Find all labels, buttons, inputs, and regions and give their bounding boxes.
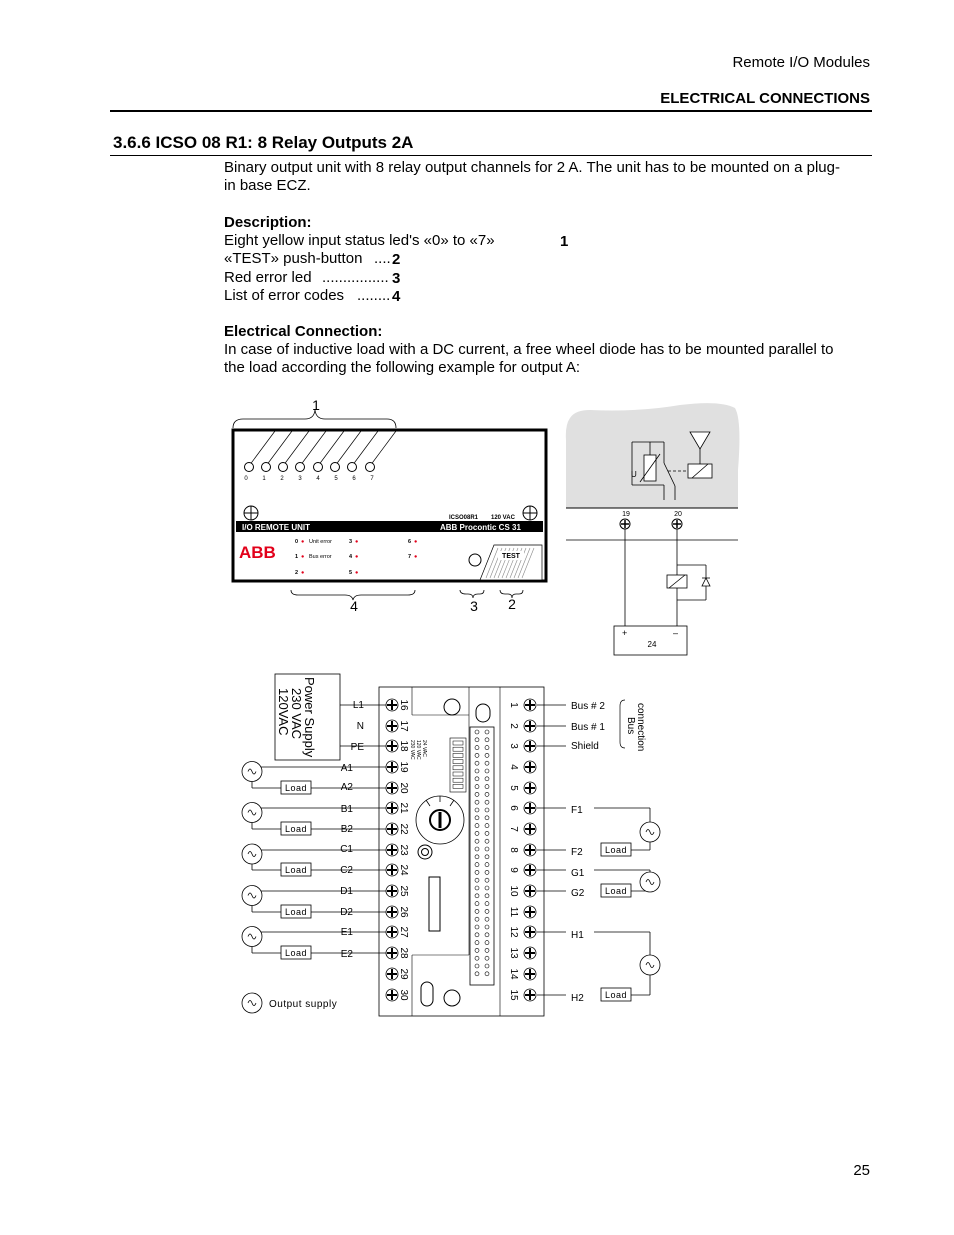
selector-label: 230 VAC [409,740,415,760]
dip-switch [453,760,463,764]
led-number: 0 [244,476,248,482]
connector-pin [475,855,479,859]
connector-pin [475,730,479,734]
terminal-screw-icon [524,740,536,752]
power-supply-line: Power Supply [302,677,317,758]
terminal-signal-label: N [356,721,364,732]
connector-pin [475,909,479,913]
terminal-signal-label: PE [350,742,364,753]
dip-switch [453,778,463,782]
terminal-screw-icon [386,761,398,773]
callout-number: 3 [470,598,478,614]
connector-pin [485,746,489,750]
connector-pin [485,738,489,742]
led-number: 3 [298,476,302,482]
terminal-signal-label: C2 [340,865,353,876]
description-item-number: 3 [392,270,401,287]
terminal-screw-icon [672,519,682,529]
terminal-screw-icon [524,782,536,794]
mounting-screw-icon [244,506,258,520]
load-box [281,946,311,959]
connector-pin [475,886,479,890]
connector-pin [485,870,489,874]
connector-pin [475,785,479,789]
connector-pin [485,917,489,921]
terminal-label: 19 [622,511,630,518]
connector-pin [485,847,489,851]
connector-pin [485,824,489,828]
connector-pin [485,956,489,960]
connector-pin [485,972,489,976]
description-item-number: 2 [392,251,401,268]
terminal-screw-icon [524,864,536,876]
terminal-signal-label: A2 [340,782,353,793]
terminal-number: 24 [398,864,409,876]
led-number: 4 [316,476,320,482]
section-title: 3.6.6 ICSO 08 R1: 8 Relay Outputs 2A [113,133,414,152]
base-hole [444,699,460,715]
callout-brace-1 [233,397,396,428]
terminal-screw-icon [524,823,536,835]
wiring-diagram [242,674,660,1016]
supply-minus: – [673,628,679,638]
mounting-screw-icon [523,506,537,520]
terminal-screw-icon [386,720,398,732]
description-dots: ........ [357,287,391,304]
callout-number: 4 [350,598,358,614]
u-label: U [631,470,637,479]
terminal-number: 28 [398,947,409,959]
terminal-screw-icon [386,864,398,876]
callout-brace-3 [460,590,484,598]
terminal-signal-label: G1 [571,868,585,879]
ac-source-icon [242,927,262,947]
ac-source-icon [242,886,262,906]
power-supply-line: 120VAC [276,688,291,736]
voltage-selector-dial [416,796,464,844]
load-label: Load [284,783,308,793]
connector-pin [485,902,489,906]
terminal-screw-icon [386,823,398,835]
ac-source-icon [640,955,660,975]
ac-source-icon [242,844,262,864]
power-supply-line: 230 VAC [289,688,304,740]
description-item: «TEST» push-button [224,250,363,267]
connector-pin [475,777,479,781]
description-dots: .... [374,250,391,267]
connector-pin [475,831,479,835]
ac-source-icon [242,762,262,782]
load-label: Load [604,990,628,1000]
output-supply-label: Output supply [269,999,338,1010]
terminal-signal-label: E2 [340,949,353,960]
load-label: Load [604,845,628,855]
connector-pin [485,839,489,843]
callout-number: 1 [312,397,320,413]
output-supply-legend [242,993,337,1013]
connector-pin [485,785,489,789]
connector-pin [475,746,479,750]
terminal-signal-label: L1 [352,700,364,711]
load-label: Load [284,865,308,875]
status-led [348,463,357,472]
load-box [601,988,631,1001]
ac-source-icon [640,822,660,842]
status-led [245,463,254,472]
terminal-number: 12 [508,926,519,938]
error-code: 6 [408,539,412,545]
status-led [366,463,375,472]
connector-pin [475,847,479,851]
bus-connection-label: Bus [625,717,636,735]
free-wheel-diode-icon [702,578,710,586]
base-hole [444,990,460,1006]
dip-switch [453,741,463,745]
connector-pin [475,824,479,828]
intro-line-2: in base ECZ. [224,177,311,194]
error-code-text: Bus error [309,554,332,560]
connector-pin [475,800,479,804]
connector-pin [485,753,489,757]
connector-pin [485,894,489,898]
connector-pin [475,964,479,968]
connector-pin [475,792,479,796]
terminal-number: 29 [398,968,409,980]
connector-pin [485,863,489,867]
terminal-screw-icon [524,802,536,814]
connector-pin [485,909,489,913]
left-signal-labels [340,700,364,960]
connector-pin [475,948,479,952]
selector-label: 120 VAC [415,740,421,760]
terminal-number: 14 [508,968,519,980]
unit-label: I/O REMOTE UNIT [242,523,310,532]
connector-pin [475,925,479,929]
load-label: Load [284,948,308,958]
svg-text:●: ● [301,539,305,545]
connector-pin [485,925,489,929]
terminal-signal-label: G2 [571,888,585,899]
terminal-screw-icon [386,968,398,980]
electrical-heading: Electrical Connection: [224,323,383,340]
terminal-screw-icon [386,802,398,814]
error-code: 4 [349,554,353,560]
load-box [281,822,311,835]
led-number: 5 [334,476,338,482]
terminal-number: 25 [398,885,409,897]
base-slot [429,877,440,931]
supply-plus: + [622,628,628,638]
terminal-screw-icon [524,926,536,938]
description-item-number: 1 [560,233,569,250]
terminal-signal-label: D2 [340,907,353,918]
terminal-signal-label: B2 [340,824,353,835]
test-label: TEST [502,553,520,560]
led-number: 7 [370,476,374,482]
connector-pin [475,769,479,773]
connector-pin [475,816,479,820]
connector-pin [485,769,489,773]
terminal-number: 5 [508,785,519,791]
description-item: Eight yellow input status led's «0» to «7» [224,232,495,249]
abb-logo-text: ABB [239,543,276,562]
terminal-number: 17 [398,720,409,732]
connector-pin [475,761,479,765]
terminal-signal-label: F2 [571,847,583,858]
terminal-screw-icon [524,906,536,918]
ac-source-icon [640,872,660,892]
bus-connection-label: connection [635,703,646,752]
terminal-number: 10 [508,885,519,897]
load-box [281,863,311,876]
load-box [281,781,311,794]
terminal-screw-icon [386,989,398,1001]
error-code: 1 [295,554,299,560]
running-header-title: Remote I/O Modules [732,54,870,71]
terminal-screw-icon [386,699,398,711]
terminal-screw-icon [386,926,398,938]
led-number: 2 [280,476,284,482]
terminal-screw-icon [524,968,536,980]
left-load-circuits [242,762,386,960]
led-number: 6 [352,476,356,482]
terminal-signal-label: Shield [571,741,599,752]
abb-logo [239,543,276,562]
terminal-screw-icon [524,699,536,711]
description-heading: Description: [224,214,312,231]
terminal-signal-label: D1 [340,886,353,897]
electrical-line-2: the load according the following example for output A: [224,359,581,376]
terminal-screw-icon [386,947,398,959]
connector-pin [485,933,489,937]
terminal-screw-icon [524,761,536,773]
svg-text:●: ● [355,539,359,545]
electrical-line-1: In case of inductive load with a DC current, a free wheel diode has to be mounted parallel to [224,341,834,358]
terminal-number: 21 [398,802,409,814]
brand-line: ABB Procontic CS 31 [440,523,521,532]
connector-pin [485,878,489,882]
svg-text:●: ● [301,554,305,560]
terminal-number: 18 [398,740,409,752]
error-code: 0 [295,539,299,545]
svg-text:●: ● [355,570,359,576]
error-code: 3 [349,539,353,545]
description-item: Red error led [224,269,312,286]
load-box [601,843,631,856]
status-led [296,463,305,472]
terminal-number: 23 [398,844,409,856]
description-item: List of error codes [224,287,345,304]
connector-pin [475,917,479,921]
terminal-signal-label: H1 [571,930,584,941]
terminal-screw-icon [386,844,398,856]
connector-pin [485,816,489,820]
ac-source-icon [242,803,262,823]
connector-pin [485,800,489,804]
connector-pin [485,831,489,835]
connector-pin [475,870,479,874]
connector-strip [470,727,494,985]
terminal-number: 4 [508,764,519,770]
error-code: 7 [408,554,412,560]
terminal-screw-icon [386,782,398,794]
voltage-label: 120 VAC [491,515,515,521]
svg-text:●: ● [414,554,418,560]
terminal-number: 22 [398,823,409,835]
description-item-number: 4 [392,288,401,305]
terminal-number: 27 [398,926,409,938]
right-load-circuits [537,808,660,1001]
error-code-text: Unit error [309,539,332,545]
status-led [331,463,340,472]
dip-switch [453,772,463,776]
model-label: ICSO08R1 [449,515,479,521]
dip-switch [453,766,463,770]
connector-pin [485,730,489,734]
circuit-diagram [566,403,740,655]
connector-pin [475,808,479,812]
terminal-screw-icon [620,519,630,529]
connector-pin [475,902,479,906]
terminal-number: 20 [398,782,409,794]
terminal-signal-label: F1 [571,805,583,816]
base-slot [476,704,490,722]
load-label: Load [284,824,308,834]
connector-pin [485,964,489,968]
connector-pin [475,894,479,898]
terminal-screw-icon [386,906,398,918]
dip-switch-block [450,738,466,792]
connector-pin [485,941,489,945]
connector-pin [475,753,479,757]
terminal-screw-icon [386,885,398,897]
connector-pin [485,792,489,796]
terminal-number: 7 [508,826,519,832]
page-number: 25 [853,1162,870,1179]
dip-switch [453,784,463,788]
terminal-signal-label: H2 [571,993,584,1004]
connector-pin [475,863,479,867]
terminal-signal-label: A1 [340,763,353,774]
terminal-number: 15 [508,989,519,1001]
connector-pin [485,948,489,952]
terminal-number: 2 [508,723,519,729]
running-header-subtitle: ELECTRICAL CONNECTIONS [660,90,870,107]
error-code: 2 [295,570,299,576]
terminal-signal-label: B1 [340,804,353,815]
terminal-signal-label: E1 [340,927,353,938]
led-number: 1 [262,476,266,482]
dip-switch [453,753,463,757]
connector-pin [475,878,479,882]
status-led [279,463,288,472]
error-code: 5 [349,570,353,576]
connector-pin [475,738,479,742]
terminal-number: 19 [398,761,409,773]
right-signal-labels [571,701,605,1004]
base-slot [421,982,433,1006]
callout-number: 2 [508,596,516,612]
terminal-number: 1 [508,702,519,708]
load-box [601,884,631,897]
terminal-number: 13 [508,947,519,959]
terminal-label: 20 [674,511,682,518]
terminal-screw-icon [524,844,536,856]
dip-switch [453,747,463,751]
terminal-number: 16 [398,699,409,711]
connector-pin [475,933,479,937]
terminal-screw-icon [524,989,536,1001]
load-label: Load [284,907,308,917]
load-box [281,905,311,918]
terminal-screw-icon [524,947,536,959]
intro-line-1: Binary output unit with 8 relay output channels for 2 A. The unit has to be mounted on a plug- [224,159,840,176]
supply-value: 24 [647,640,657,649]
terminal-number: 3 [508,743,519,749]
error-led [469,554,481,566]
terminal-number: 30 [398,989,409,1001]
terminal-signal-label: Bus # 2 [571,701,605,712]
terminal-number: 26 [398,906,409,918]
terminal-screw-icon [524,720,536,732]
status-led [262,463,271,472]
description-dots: ................ [322,269,389,286]
connector-pin [485,761,489,765]
bus-bracket [620,700,625,748]
svg-text:●: ● [301,570,305,576]
connector-pin [475,839,479,843]
left-terminal-column [386,699,409,1001]
connector-pin [485,777,489,781]
connector-pin [475,972,479,976]
terminal-number: 6 [508,805,519,811]
load-label: Load [604,886,628,896]
connector-pin [485,886,489,890]
terminal-screw-icon [386,740,398,752]
connector-pin [475,956,479,960]
status-led [314,463,323,472]
svg-text:●: ● [414,539,418,545]
terminal-number: 11 [508,906,519,918]
terminal-signal-label: C1 [340,844,353,855]
connector-pin [485,855,489,859]
selector-label: 24 VAC [421,740,427,757]
connector-pin [485,808,489,812]
connector-pin [475,941,479,945]
terminal-screw-icon [524,885,536,897]
terminal-number: 9 [508,867,519,873]
terminal-signal-label: Bus # 1 [571,722,605,733]
terminal-number: 8 [508,847,519,853]
svg-text:●: ● [355,554,359,560]
